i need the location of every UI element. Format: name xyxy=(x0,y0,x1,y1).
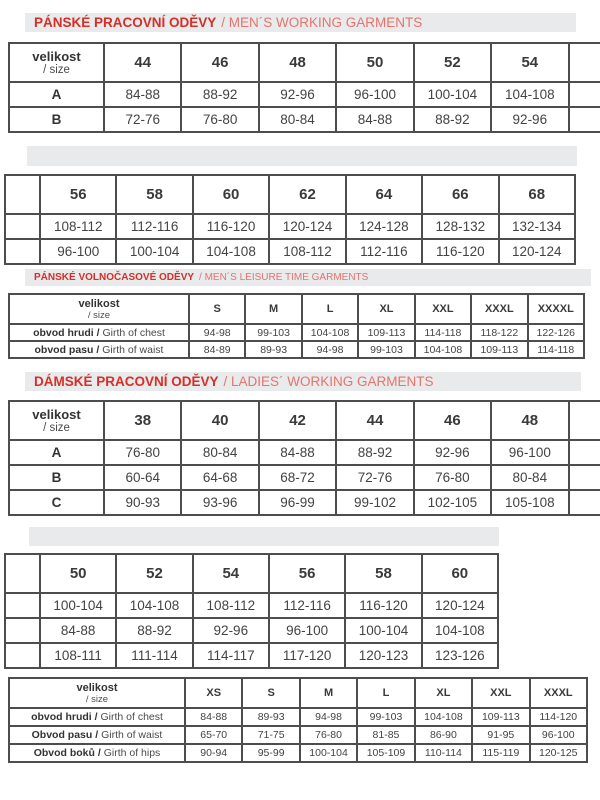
column-header: 68 xyxy=(499,175,575,214)
size-value-cell: 84-88 xyxy=(104,82,181,107)
row-label xyxy=(5,593,40,618)
size-label-header xyxy=(9,43,104,82)
size-label-czech: velikost xyxy=(78,297,120,310)
table-row xyxy=(9,490,600,515)
section-title-ladies-working xyxy=(25,372,581,391)
size-value-cell: 99-103 xyxy=(245,324,301,341)
separator-bar xyxy=(29,527,499,546)
column-header: 52 xyxy=(116,554,192,593)
size-value-cell: 100-104 xyxy=(414,82,491,107)
size-value-cell: 108-112 xyxy=(193,593,269,618)
size-label-english: / size xyxy=(85,693,109,705)
ladies-sizes-50-60-table xyxy=(4,553,499,669)
clipped-cell xyxy=(569,465,600,490)
row-label xyxy=(9,341,189,358)
column-header: 46 xyxy=(414,401,491,440)
row-label xyxy=(5,643,40,668)
size-value-cell: 80-84 xyxy=(181,440,258,465)
column-header: 60 xyxy=(422,554,498,593)
header-row xyxy=(9,294,584,324)
size-value-cell: 76-80 xyxy=(300,726,357,744)
row-label-czech: A xyxy=(51,87,62,102)
size-value-cell: 72-76 xyxy=(336,465,413,490)
size-table xyxy=(4,174,576,265)
column-header: 64 xyxy=(346,175,422,214)
column-header: XXL xyxy=(472,678,529,708)
column-header: XL xyxy=(415,678,472,708)
size-value-cell: 120-124 xyxy=(269,214,345,239)
size-value-cell: 128-132 xyxy=(422,214,498,239)
column-header: XXXL xyxy=(471,294,527,324)
size-value-cell: 104-108 xyxy=(116,593,192,618)
size-value-cell: 122-126 xyxy=(528,324,584,341)
column-header: 50 xyxy=(40,554,116,593)
column-header: S xyxy=(189,294,245,324)
column-header: 40 xyxy=(181,401,258,440)
section-title-czech: PÁNSKÉ PRACOVNÍ ODĚVY xyxy=(34,15,217,30)
row-label xyxy=(9,465,104,490)
row-label xyxy=(9,708,185,726)
size-value-cell: 109-113 xyxy=(472,708,529,726)
size-value-cell: 81-85 xyxy=(357,726,414,744)
size-value-cell: 99-103 xyxy=(358,341,414,358)
size-label-czech: velikost xyxy=(32,407,81,422)
header-row xyxy=(9,678,587,708)
table-row xyxy=(9,440,600,465)
header-row xyxy=(9,401,600,440)
clipped-column-header xyxy=(569,401,600,440)
column-header: 62 xyxy=(269,175,345,214)
size-value-cell: 89-93 xyxy=(242,708,299,726)
column-header: 58 xyxy=(116,175,192,214)
size-value-cell: 115-119 xyxy=(472,744,529,762)
header-row xyxy=(5,554,498,593)
column-header: XXXL xyxy=(530,678,587,708)
size-value-cell: 84-88 xyxy=(259,440,336,465)
size-value-cell: 99-102 xyxy=(336,490,413,515)
row-label xyxy=(9,107,104,132)
size-value-cell: 60-64 xyxy=(104,465,181,490)
table-row xyxy=(9,708,587,726)
header-row xyxy=(5,175,575,214)
size-table xyxy=(8,42,600,133)
size-table xyxy=(4,553,499,669)
size-value-cell: 104-108 xyxy=(302,324,358,341)
row-label-english: Girth of hips xyxy=(100,747,161,759)
size-value-cell: 114-117 xyxy=(193,643,269,668)
size-value-cell: 100-104 xyxy=(40,593,116,618)
row-label-english: Girth of waist xyxy=(98,729,163,741)
size-value-cell: 100-104 xyxy=(300,744,357,762)
size-value-cell: 92-96 xyxy=(259,82,336,107)
row-label xyxy=(5,214,40,239)
size-label-czech: velikost xyxy=(76,681,118,694)
size-value-cell: 117-120 xyxy=(269,643,345,668)
size-value-cell: 112-116 xyxy=(116,214,192,239)
row-label xyxy=(9,744,185,762)
section-title-english: / LADIES´ WORKING GARMENTS xyxy=(223,374,434,389)
size-value-cell: 104-108 xyxy=(491,82,568,107)
size-value-cell: 108-112 xyxy=(40,214,116,239)
size-label-english: / size xyxy=(43,422,70,434)
clipped-cell xyxy=(569,82,600,107)
column-header: 50 xyxy=(336,43,413,82)
size-table xyxy=(8,677,588,763)
size-value-cell: 90-94 xyxy=(185,744,242,762)
size-value-cell: 104-108 xyxy=(415,341,471,358)
row-label xyxy=(5,239,40,264)
size-label-header xyxy=(9,401,104,440)
row-label-czech: B xyxy=(51,470,62,485)
size-value-cell: 95-99 xyxy=(242,744,299,762)
table-row xyxy=(5,643,498,668)
size-value-cell: 96-100 xyxy=(530,726,587,744)
size-value-cell: 104-108 xyxy=(193,239,269,264)
size-value-cell: 116-120 xyxy=(193,214,269,239)
size-value-cell: 96-100 xyxy=(491,440,568,465)
column-header: 38 xyxy=(104,401,181,440)
size-value-cell: 109-113 xyxy=(471,341,527,358)
size-value-cell: 118-122 xyxy=(471,324,527,341)
size-value-cell: 84-88 xyxy=(336,107,413,132)
size-value-cell: 110-114 xyxy=(415,744,472,762)
column-header: 48 xyxy=(259,43,336,82)
row-label-czech: A xyxy=(51,445,62,460)
row-label-czech: Obvod pasu / xyxy=(31,729,99,741)
size-value-cell: 124-128 xyxy=(346,214,422,239)
men-leisure-measurements-table xyxy=(8,293,585,359)
size-value-cell: 114-120 xyxy=(530,708,587,726)
size-value-cell: 100-104 xyxy=(345,618,421,643)
size-value-cell: 84-88 xyxy=(40,618,116,643)
size-value-cell: 108-111 xyxy=(40,643,116,668)
row-label xyxy=(9,82,104,107)
size-table xyxy=(8,293,585,359)
ladies-measurements-table xyxy=(8,677,588,763)
size-value-cell: 93-96 xyxy=(181,490,258,515)
table-row xyxy=(9,465,600,490)
section-title-czech: DÁMSKÉ PRACOVNÍ ODĚVY xyxy=(34,374,219,389)
stub-cell xyxy=(5,175,40,214)
size-value-cell: 92-96 xyxy=(491,107,568,132)
men-sizes-44-54-table xyxy=(8,42,600,133)
column-header: 56 xyxy=(269,554,345,593)
column-header: M xyxy=(245,294,301,324)
row-label xyxy=(5,618,40,643)
size-label-english: / size xyxy=(43,64,70,76)
table-row xyxy=(9,324,584,341)
size-value-cell: 112-116 xyxy=(346,239,422,264)
size-value-cell: 64-68 xyxy=(181,465,258,490)
row-label-czech: obvod hrudi / xyxy=(31,711,98,723)
table-row xyxy=(5,618,498,643)
size-value-cell: 89-93 xyxy=(245,341,301,358)
size-value-cell: 88-92 xyxy=(181,82,258,107)
row-label-english: Girth of chest xyxy=(97,711,163,723)
size-value-cell: 102-105 xyxy=(414,490,491,515)
size-value-cell: 114-118 xyxy=(528,341,584,358)
size-value-cell: 96-100 xyxy=(269,618,345,643)
table-row xyxy=(9,107,600,132)
size-value-cell: 84-88 xyxy=(185,708,242,726)
section-title-men-leisure xyxy=(25,269,591,286)
table-row xyxy=(9,726,587,744)
size-value-cell: 88-92 xyxy=(116,618,192,643)
row-label-czech: obvod pasu / xyxy=(34,343,100,356)
size-label-header xyxy=(9,294,189,324)
table-row xyxy=(9,82,600,107)
size-value-cell: 104-108 xyxy=(422,618,498,643)
row-label xyxy=(9,490,104,515)
column-header: 60 xyxy=(193,175,269,214)
table-row xyxy=(5,239,575,264)
size-value-cell: 88-92 xyxy=(414,107,491,132)
size-value-cell: 90-93 xyxy=(104,490,181,515)
row-label-czech: obvod hrudi / xyxy=(33,326,100,339)
column-header: 52 xyxy=(414,43,491,82)
section-title-english: / MEN´S WORKING GARMENTS xyxy=(221,15,423,30)
column-header: S xyxy=(242,678,299,708)
column-header: 54 xyxy=(491,43,568,82)
column-header: 58 xyxy=(345,554,421,593)
clipped-cell xyxy=(569,107,600,132)
header-row xyxy=(9,43,600,82)
men-sizes-56-68-table xyxy=(4,174,576,265)
row-label-czech: C xyxy=(51,495,62,510)
size-value-cell: 112-116 xyxy=(269,593,345,618)
size-value-cell: 104-108 xyxy=(415,708,472,726)
size-value-cell: 88-92 xyxy=(336,440,413,465)
column-header: XXXXL xyxy=(528,294,584,324)
size-value-cell: 76-80 xyxy=(181,107,258,132)
row-label xyxy=(9,324,189,341)
table-row xyxy=(5,593,498,618)
size-value-cell: 91-95 xyxy=(472,726,529,744)
size-value-cell: 120-123 xyxy=(345,643,421,668)
size-value-cell: 132-134 xyxy=(499,214,575,239)
column-header: 54 xyxy=(193,554,269,593)
size-value-cell: 96-100 xyxy=(40,239,116,264)
column-header: XXL xyxy=(415,294,471,324)
ladies-sizes-38-48-table xyxy=(8,400,600,516)
size-value-cell: 94-98 xyxy=(300,708,357,726)
stub-cell xyxy=(5,554,40,593)
size-label-header xyxy=(9,678,185,708)
column-header: XL xyxy=(358,294,414,324)
size-value-cell: 108-112 xyxy=(269,239,345,264)
row-label xyxy=(9,440,104,465)
size-value-cell: 80-84 xyxy=(491,465,568,490)
size-value-cell: 80-84 xyxy=(259,107,336,132)
size-value-cell: 92-96 xyxy=(414,440,491,465)
column-header: 56 xyxy=(40,175,116,214)
size-value-cell: 72-76 xyxy=(104,107,181,132)
size-value-cell: 100-104 xyxy=(116,239,192,264)
size-value-cell: 94-98 xyxy=(189,324,245,341)
size-value-cell: 96-100 xyxy=(336,82,413,107)
clipped-cell xyxy=(569,490,600,515)
size-value-cell: 105-109 xyxy=(357,744,414,762)
size-label-czech: velikost xyxy=(32,49,81,64)
column-header: L xyxy=(302,294,358,324)
size-value-cell: 65-70 xyxy=(185,726,242,744)
size-value-cell: 86-90 xyxy=(415,726,472,744)
column-header: XS xyxy=(185,678,242,708)
size-value-cell: 111-114 xyxy=(116,643,192,668)
size-value-cell: 116-120 xyxy=(345,593,421,618)
size-value-cell: 76-80 xyxy=(104,440,181,465)
section-title-english: / MEN´S LEISURE TIME GARMENTS xyxy=(199,272,369,283)
size-value-cell: 120-125 xyxy=(530,744,587,762)
size-value-cell: 120-124 xyxy=(422,593,498,618)
column-header: L xyxy=(357,678,414,708)
section-title-czech: PÁNSKÉ VOLNOČASOVÉ ODĚVY xyxy=(34,272,195,283)
section-title-men-working xyxy=(25,13,576,32)
size-value-cell: 84-89 xyxy=(189,341,245,358)
size-table xyxy=(8,400,600,516)
size-value-cell: 120-124 xyxy=(499,239,575,264)
column-header: 42 xyxy=(259,401,336,440)
size-value-cell: 109-113 xyxy=(358,324,414,341)
size-value-cell: 76-80 xyxy=(414,465,491,490)
size-value-cell: 114-118 xyxy=(415,324,471,341)
size-value-cell: 116-120 xyxy=(422,239,498,264)
row-label xyxy=(9,726,185,744)
size-value-cell: 123-126 xyxy=(422,643,498,668)
clipped-column-header xyxy=(569,43,600,82)
table-row xyxy=(5,214,575,239)
column-header: 66 xyxy=(422,175,498,214)
column-header: 48 xyxy=(491,401,568,440)
size-label-english: / size xyxy=(87,309,111,321)
size-value-cell: 99-103 xyxy=(357,708,414,726)
table-row xyxy=(9,341,584,358)
column-header: 46 xyxy=(181,43,258,82)
column-header: M xyxy=(300,678,357,708)
row-label-english: Girth of waist xyxy=(99,343,164,356)
clipped-cell xyxy=(569,440,600,465)
row-label-english: Girth of chest xyxy=(99,326,165,339)
size-value-cell: 92-96 xyxy=(193,618,269,643)
column-header: 44 xyxy=(336,401,413,440)
column-header: 44 xyxy=(104,43,181,82)
size-value-cell: 94-98 xyxy=(302,341,358,358)
row-label-czech: B xyxy=(51,112,62,127)
row-label-czech: Obvod boků / xyxy=(33,747,101,759)
size-value-cell: 105-108 xyxy=(491,490,568,515)
size-value-cell: 71-75 xyxy=(242,726,299,744)
size-value-cell: 68-72 xyxy=(259,465,336,490)
table-row xyxy=(9,744,587,762)
separator-bar xyxy=(27,146,577,166)
size-value-cell: 96-99 xyxy=(259,490,336,515)
